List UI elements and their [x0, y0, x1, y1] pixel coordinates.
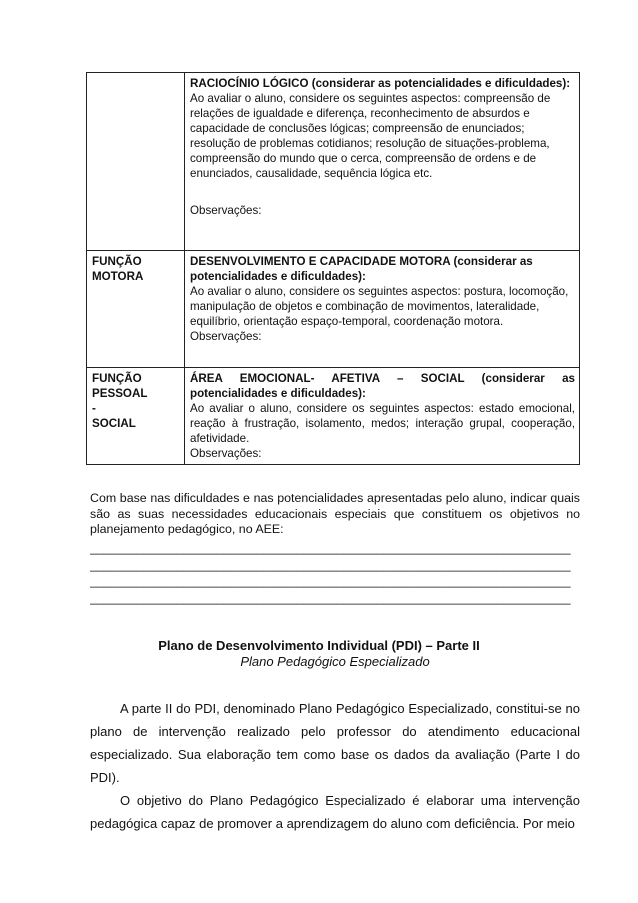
- motor-development-cell: [185, 251, 580, 368]
- answer-line[interactable]: ________________________________________________________________________: [90, 590, 571, 605]
- emotional-area-description: Ao avaliar o aluno, considere os seguintes aspectos: estado emocional, reação à frustração, isolamento, medos; interação grupal, cooperação, afetividade.: [190, 402, 575, 445]
- answer-line[interactable]: ________________________________________________________________________: [90, 574, 571, 588]
- answer-lines: [90, 540, 580, 606]
- answer-line[interactable]: ________________________________________________________________________: [90, 541, 571, 555]
- personal-social-label-line2: [92, 386, 180, 416]
- motor-function-label: [87, 251, 185, 368]
- assessment-table: [86, 72, 580, 465]
- logical-reasoning-observations: Observações:: [190, 204, 262, 217]
- answer-line[interactable]: ________________________________________________________________________: [90, 557, 571, 572]
- personal-social-label-dash: -: [92, 402, 96, 415]
- personal-social-label: [87, 368, 185, 465]
- motor-development-description: Ao avaliar o aluno, considere os seguintes aspectos: postura, locomoção, manipulação de objetos e combinação de movimentos, lateralidade, equilíbrio, orientação espaço-temporal, coordenação motora.: [190, 285, 569, 328]
- table-row-logical-reasoning: [87, 73, 580, 251]
- motor-function-label-line1: FUNÇÃO: [92, 255, 142, 268]
- table-row-personal-social: [87, 368, 580, 465]
- personal-social-label-pessoal: PESSOAL: [92, 387, 148, 400]
- motor-development-observations: Observações:: [190, 330, 262, 343]
- personal-social-label-line3: SOCIAL: [92, 417, 136, 430]
- logical-reasoning-title: RACIOCÍNIO LÓGICO (considerar as potencialidades e dificuldades):: [190, 77, 571, 90]
- logical-reasoning-description: Ao avaliar o aluno, considere os seguintes aspectos: compreensão de relações de igualdade e diferença, reconhecimento de absurdos e capacidade de conclusões lógicas; compreensão de enunciados; resolução de problemas cotidianos; resolução de situações-problema, compreensão do mundo que o cerca, compreensão de ordens e de enunciados, causalidade, sequência lógica etc.: [190, 92, 551, 180]
- logical-reasoning-cell: [185, 73, 580, 251]
- objectives-paragraph: Com base nas dificuldades e nas potencialidades apresentadas pelo aluno, indicar quais são as suas necessidades educacionais especiais que constituem os objetivos no planejamento pedagógico, no AEE:: [90, 491, 580, 536]
- motor-development-title: DESENVOLVIMENTO E CAPACIDADE MOTORA (considerar as potencialidades e dificuldades):: [190, 255, 533, 283]
- pdi-title: Plano de Desenvolvimento Individual (PDI) – Parte II: [158, 638, 480, 653]
- row-label-empty: [87, 73, 185, 251]
- emotional-area-title: ÁREA EMOCIONAL- AFETIVA – SOCIAL (considerar as potencialidades e dificuldades):: [190, 372, 575, 400]
- emotional-area-observations: Observações:: [190, 447, 262, 460]
- personal-social-label-line1: FUNÇÃO: [92, 372, 142, 385]
- pdi-paragraph-1: A parte II do PDI, denominado Plano Pedagógico Especializado, constitui-se no plano de intervenção realizado pelo professor do atendimento educacional especializado. Sua elaboração tem como base os dados da avaliação (Parte I do PDI).: [90, 701, 580, 785]
- pdi-subtitle: Plano Pedagógico Especializado: [240, 654, 430, 669]
- pdi-paragraph-2: O objetivo do Plano Pedagógico Especializado é elaborar uma intervenção pedagógica capaz de promover a aprendizagem do aluno com deficiência. Por meio: [90, 793, 580, 831]
- pdi-body: [90, 697, 580, 835]
- table-row-motor-function: [87, 251, 580, 368]
- emotional-area-cell: [185, 368, 580, 465]
- motor-function-label-line2: MOTORA: [92, 270, 144, 283]
